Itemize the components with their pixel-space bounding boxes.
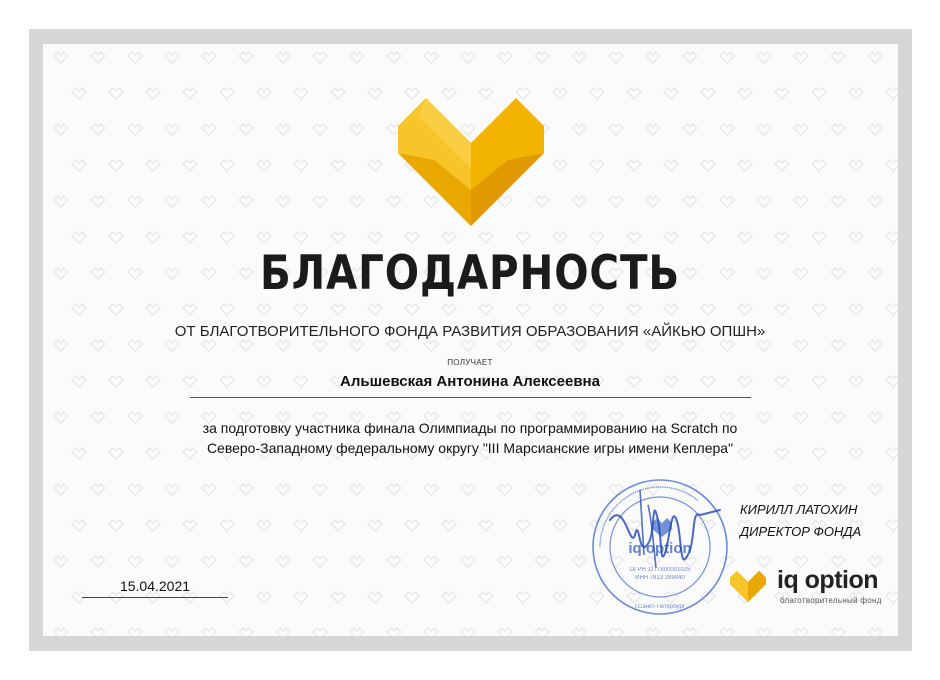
pattern-heart-icon — [72, 88, 86, 99]
pattern-heart-icon — [313, 628, 327, 636]
pattern-heart-icon — [91, 484, 105, 495]
pattern-heart-icon — [72, 160, 86, 171]
stamp-logo-text: iq option — [628, 540, 692, 557]
pattern-heart-icon — [220, 232, 234, 243]
pattern-heart-icon — [701, 88, 715, 99]
pattern-heart-icon — [683, 52, 697, 63]
pattern-heart-icon — [553, 520, 567, 531]
pattern-heart-icon — [498, 628, 512, 636]
pattern-heart-icon — [868, 340, 882, 351]
pattern-heart-icon — [553, 304, 567, 315]
pattern-heart-icon — [239, 124, 253, 135]
pattern-heart-icon — [757, 196, 771, 207]
pattern-heart-icon — [165, 196, 179, 207]
pattern-heart-icon — [91, 124, 105, 135]
pattern-heart-icon — [794, 196, 808, 207]
pattern-heart-icon — [54, 556, 68, 567]
pattern-heart-icon — [757, 340, 771, 351]
pattern-heart-icon — [220, 304, 234, 315]
pattern-heart-icon — [350, 124, 364, 135]
pattern-heart-icon — [128, 484, 142, 495]
pattern-heart-icon — [146, 88, 160, 99]
pattern-heart-icon — [590, 88, 604, 99]
pattern-heart-icon — [886, 520, 898, 531]
pattern-heart-icon — [738, 304, 752, 315]
pattern-heart-icon — [165, 52, 179, 63]
pattern-heart-icon — [461, 556, 475, 567]
pattern-heart-icon — [276, 52, 290, 63]
pattern-heart-icon — [849, 448, 863, 459]
pattern-heart-icon — [849, 88, 863, 99]
pattern-heart-icon — [701, 304, 715, 315]
pattern-heart-icon — [294, 232, 308, 243]
pattern-heart-icon — [627, 304, 641, 315]
pattern-heart-icon — [498, 556, 512, 567]
pattern-heart-icon — [535, 340, 549, 351]
pattern-heart-icon — [498, 340, 512, 351]
pattern-heart-icon — [294, 520, 308, 531]
pattern-heart-icon — [646, 196, 660, 207]
pattern-heart-icon — [91, 556, 105, 567]
pattern-heart-icon — [516, 520, 530, 531]
pattern-heart-icon — [276, 124, 290, 135]
pattern-heart-icon — [183, 520, 197, 531]
issue-date: 15.04.2021 — [119, 578, 191, 594]
pattern-heart-icon — [516, 304, 530, 315]
pattern-heart-icon — [516, 232, 530, 243]
pattern-heart-icon — [720, 628, 734, 636]
pattern-heart-icon — [590, 232, 604, 243]
pattern-heart-icon — [424, 556, 438, 567]
pattern-heart-icon — [831, 124, 845, 135]
pattern-heart-icon — [128, 556, 142, 567]
pattern-heart-icon — [165, 628, 179, 636]
pattern-heart-icon — [294, 160, 308, 171]
pattern-heart-icon — [350, 340, 364, 351]
pattern-heart-icon — [313, 52, 327, 63]
pattern-heart-icon — [479, 592, 493, 603]
pattern-heart-icon — [54, 196, 68, 207]
pattern-heart-icon — [165, 340, 179, 351]
reason-line-1: за подготовку участника финала Олимпиады по программированию на Scratch по — [202, 420, 738, 436]
pattern-heart-icon — [424, 52, 438, 63]
pattern-heart-icon — [868, 124, 882, 135]
pattern-heart-icon — [128, 52, 142, 63]
pattern-heart-icon — [757, 124, 771, 135]
pattern-heart-icon — [350, 628, 364, 636]
pattern-heart-icon — [535, 52, 549, 63]
pattern-heart-icon — [294, 304, 308, 315]
pattern-heart-icon — [294, 592, 308, 603]
pattern-heart-icon — [72, 304, 86, 315]
pattern-heart-icon — [535, 628, 549, 636]
pattern-heart-icon — [128, 628, 142, 636]
pattern-heart-icon — [757, 628, 771, 636]
pattern-heart-icon — [239, 340, 253, 351]
pattern-heart-icon — [886, 160, 898, 171]
pattern-heart-icon — [683, 196, 697, 207]
brand-logo-caption: благотворительный фонд — [780, 596, 882, 605]
pattern-heart-icon — [257, 304, 271, 315]
svg-text:••••••••••••••••••••••••••••••: •••••••••••••••••••••••••••••••••••••••••••••••••••••••••••••• — [597, 484, 700, 548]
pattern-heart-icon — [387, 628, 401, 636]
pattern-heart-icon — [146, 160, 160, 171]
pattern-heart-icon — [442, 232, 456, 243]
pattern-heart-icon — [479, 232, 493, 243]
pattern-heart-icon — [553, 232, 567, 243]
pattern-heart-icon — [868, 628, 882, 636]
pattern-heart-icon — [775, 160, 789, 171]
pattern-heart-icon — [220, 88, 234, 99]
pattern-heart-icon — [479, 304, 493, 315]
pattern-heart-icon — [461, 52, 475, 63]
pattern-heart-icon — [54, 52, 68, 63]
pattern-heart-icon — [831, 484, 845, 495]
pattern-heart-icon — [572, 556, 586, 567]
pattern-heart-icon — [276, 484, 290, 495]
pattern-heart-icon — [701, 160, 715, 171]
pattern-heart-icon — [257, 232, 271, 243]
pattern-heart-icon — [368, 88, 382, 99]
pattern-heart-icon — [535, 556, 549, 567]
pattern-heart-icon — [183, 88, 197, 99]
pattern-heart-icon — [165, 556, 179, 567]
pattern-heart-icon — [831, 196, 845, 207]
pattern-heart-icon — [886, 592, 898, 603]
pattern-heart-icon — [720, 196, 734, 207]
pattern-heart-icon — [683, 628, 697, 636]
pattern-heart-icon — [350, 196, 364, 207]
pattern-heart-icon — [368, 592, 382, 603]
pattern-heart-icon — [572, 124, 586, 135]
pattern-heart-icon — [54, 484, 68, 495]
pattern-heart-icon — [646, 124, 660, 135]
pattern-heart-icon — [683, 340, 697, 351]
pattern-heart-icon — [91, 196, 105, 207]
pattern-heart-icon — [331, 304, 345, 315]
pattern-heart-icon — [313, 196, 327, 207]
pattern-heart-icon — [331, 88, 345, 99]
pattern-heart-icon — [646, 340, 660, 351]
pattern-heart-icon — [91, 412, 105, 423]
pattern-heart-icon — [812, 304, 826, 315]
pattern-heart-icon — [553, 160, 567, 171]
pattern-heart-icon — [331, 160, 345, 171]
pattern-heart-icon — [109, 304, 123, 315]
pattern-heart-icon — [590, 304, 604, 315]
pattern-heart-icon — [109, 88, 123, 99]
pattern-heart-icon — [350, 484, 364, 495]
pattern-heart-icon — [886, 304, 898, 315]
pattern-heart-icon — [424, 628, 438, 636]
pattern-heart-icon — [128, 340, 142, 351]
pattern-heart-icon — [498, 484, 512, 495]
reason-line-2: Северо-Западному федеральному округу "III Марсианские игры имени Кеплера" — [206, 440, 734, 456]
pattern-heart-icon — [609, 52, 623, 63]
pattern-heart-icon — [313, 556, 327, 567]
pattern-heart-icon — [202, 52, 216, 63]
pattern-heart-icon — [313, 484, 327, 495]
pattern-heart-icon — [738, 160, 752, 171]
pattern-heart-icon — [442, 304, 456, 315]
pattern-heart-icon — [165, 124, 179, 135]
pattern-heart-icon — [516, 592, 530, 603]
pattern-heart-icon — [54, 124, 68, 135]
certificate-title: БЛАГОДАРНОСТЬ — [259, 246, 681, 301]
pattern-heart-icon — [572, 484, 586, 495]
pattern-heart-icon — [331, 520, 345, 531]
pattern-heart-icon — [313, 124, 327, 135]
pattern-heart-icon — [553, 88, 567, 99]
pattern-heart-icon — [350, 556, 364, 567]
pattern-heart-icon — [812, 232, 826, 243]
pattern-heart-icon — [405, 232, 419, 243]
pattern-heart-icon — [109, 232, 123, 243]
pattern-heart-icon — [609, 196, 623, 207]
recipient-underline — [190, 397, 751, 398]
pattern-heart-icon — [646, 628, 660, 636]
pattern-heart-icon — [738, 232, 752, 243]
pattern-heart-icon — [868, 196, 882, 207]
pattern-heart-icon — [72, 520, 86, 531]
pattern-heart-icon — [202, 556, 216, 567]
pattern-heart-icon — [572, 52, 586, 63]
pattern-heart-icon — [387, 556, 401, 567]
pattern-heart-icon — [294, 88, 308, 99]
pattern-heart-icon — [590, 160, 604, 171]
pattern-heart-icon — [387, 340, 401, 351]
pattern-heart-icon — [461, 340, 475, 351]
pattern-heart-icon — [424, 484, 438, 495]
pattern-heart-icon — [72, 232, 86, 243]
pattern-heart-icon — [794, 124, 808, 135]
pattern-heart-icon — [553, 592, 567, 603]
pattern-heart-icon — [572, 340, 586, 351]
pattern-heart-icon — [757, 484, 771, 495]
pattern-heart-icon — [424, 340, 438, 351]
pattern-heart-icon — [849, 304, 863, 315]
pattern-heart-icon — [368, 160, 382, 171]
pattern-heart-icon — [868, 52, 882, 63]
pattern-heart-icon — [257, 160, 271, 171]
pattern-heart-icon — [405, 520, 419, 531]
pattern-heart-icon — [239, 196, 253, 207]
pattern-heart-icon — [720, 340, 734, 351]
certificate-subtitle: ОТ БЛАГОТВОРИТЕЛЬНОГО ФОНДА РАЗВИТИЯ ОБРАЗОВАНИЯ «АЙКЬЮ ОПШН» — [174, 323, 766, 340]
pattern-heart-icon — [405, 304, 419, 315]
pattern-heart-icon — [572, 628, 586, 636]
pattern-heart-icon — [720, 52, 734, 63]
pattern-heart-icon — [165, 484, 179, 495]
pattern-heart-icon — [609, 124, 623, 135]
pattern-heart-icon — [701, 232, 715, 243]
pattern-heart-icon — [461, 628, 475, 636]
pattern-heart-icon — [572, 196, 586, 207]
pattern-heart-icon — [202, 628, 216, 636]
pattern-heart-icon — [239, 628, 253, 636]
pattern-heart-icon — [331, 232, 345, 243]
pattern-heart-icon — [128, 196, 142, 207]
date-underline — [82, 597, 228, 598]
pattern-heart-icon — [868, 412, 882, 423]
pattern-heart-icon — [257, 592, 271, 603]
pattern-heart-icon — [535, 484, 549, 495]
pattern-heart-icon — [720, 124, 734, 135]
pattern-heart-icon — [146, 232, 160, 243]
pattern-heart-icon — [91, 628, 105, 636]
pattern-heart-icon — [276, 340, 290, 351]
pattern-heart-icon — [276, 628, 290, 636]
pattern-heart-icon — [91, 340, 105, 351]
pattern-heart-icon — [146, 304, 160, 315]
recipient-name: Альшевская Антонина Алексеевна — [340, 373, 600, 390]
pattern-heart-icon — [831, 412, 845, 423]
pattern-heart-icon — [54, 340, 68, 351]
pattern-heart-icon — [54, 628, 68, 636]
pattern-heart-icon — [775, 232, 789, 243]
pattern-heart-icon — [109, 160, 123, 171]
pattern-heart-icon — [387, 484, 401, 495]
pattern-heart-icon — [276, 556, 290, 567]
pattern-heart-icon — [664, 88, 678, 99]
pattern-heart-icon — [239, 52, 253, 63]
pattern-heart-icon — [461, 484, 475, 495]
pattern-heart-icon — [498, 52, 512, 63]
pattern-heart-icon — [627, 232, 641, 243]
pattern-heart-icon — [794, 52, 808, 63]
pattern-heart-icon — [794, 484, 808, 495]
pattern-heart-icon — [350, 52, 364, 63]
pattern-heart-icon — [368, 304, 382, 315]
pattern-heart-icon — [627, 88, 641, 99]
pattern-heart-icon — [183, 160, 197, 171]
stamp-inn: ИНН 7813 289040 — [635, 575, 685, 581]
pattern-heart-icon — [794, 628, 808, 636]
heart-logo-icon — [398, 98, 544, 226]
pattern-heart-icon — [831, 52, 845, 63]
pattern-heart-icon — [442, 592, 456, 603]
pattern-heart-icon — [276, 196, 290, 207]
pattern-heart-icon — [627, 160, 641, 171]
pattern-heart-icon — [331, 592, 345, 603]
pattern-heart-icon — [646, 52, 660, 63]
pattern-heart-icon — [609, 340, 623, 351]
pattern-heart-icon — [54, 412, 68, 423]
pattern-heart-icon — [683, 124, 697, 135]
pattern-heart-icon — [442, 520, 456, 531]
signer-name: КИРИЛЛ ЛАТОХИН — [740, 502, 858, 517]
pattern-heart-icon — [886, 88, 898, 99]
pattern-heart-icon — [239, 484, 253, 495]
pattern-heart-icon — [368, 520, 382, 531]
pattern-heart-icon — [220, 520, 234, 531]
pattern-heart-icon — [757, 556, 771, 567]
brand-logo-text: iq option — [777, 566, 879, 594]
pattern-heart-icon — [849, 232, 863, 243]
pattern-heart-icon — [91, 52, 105, 63]
pattern-heart-icon — [738, 88, 752, 99]
pattern-heart-icon — [664, 232, 678, 243]
pattern-heart-icon — [775, 304, 789, 315]
pattern-heart-icon — [202, 196, 216, 207]
stamp-ogrn: ОГРН 1177800001025 — [629, 567, 691, 573]
pattern-heart-icon — [202, 340, 216, 351]
pattern-heart-icon — [812, 88, 826, 99]
pattern-heart-icon — [257, 520, 271, 531]
brand-heart-icon — [730, 570, 766, 603]
pattern-heart-icon — [313, 340, 327, 351]
pattern-heart-icon — [831, 340, 845, 351]
handwritten-signature — [597, 480, 730, 590]
pattern-heart-icon — [794, 340, 808, 351]
pattern-heart-icon — [220, 160, 234, 171]
pattern-heart-icon — [664, 160, 678, 171]
pattern-heart-icon — [886, 448, 898, 459]
pattern-heart-icon — [886, 232, 898, 243]
pattern-heart-icon — [775, 88, 789, 99]
pattern-heart-icon — [868, 484, 882, 495]
pattern-heart-icon — [479, 520, 493, 531]
pattern-heart-icon — [183, 304, 197, 315]
receives-label: ПОЛУЧАЕТ — [447, 358, 493, 367]
pattern-heart-icon — [257, 88, 271, 99]
pattern-heart-icon — [664, 304, 678, 315]
pattern-heart-icon — [831, 628, 845, 636]
pattern-heart-icon — [609, 628, 623, 636]
pattern-heart-icon — [387, 52, 401, 63]
pattern-heart-icon — [146, 520, 160, 531]
pattern-heart-icon — [128, 124, 142, 135]
pattern-heart-icon — [849, 160, 863, 171]
pattern-heart-icon — [72, 448, 86, 459]
pattern-heart-icon — [757, 52, 771, 63]
pattern-heart-icon — [405, 592, 419, 603]
stamp-city: г.Санкт-Петербург — [634, 604, 686, 610]
signer-title: ДИРЕКТОР ФОНДА — [740, 524, 862, 539]
pattern-heart-icon — [368, 232, 382, 243]
pattern-heart-icon — [109, 520, 123, 531]
pattern-heart-icon — [202, 484, 216, 495]
pattern-heart-icon — [812, 160, 826, 171]
pattern-heart-icon — [239, 556, 253, 567]
pattern-heart-icon — [183, 232, 197, 243]
pattern-heart-icon — [202, 124, 216, 135]
reason-text — [120, 418, 820, 458]
